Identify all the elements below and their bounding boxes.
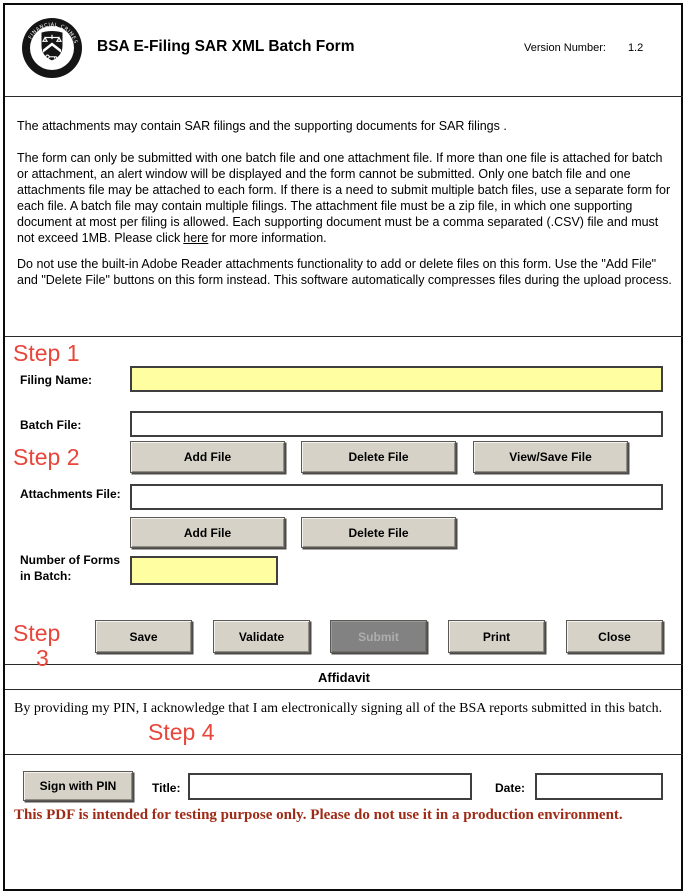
number-of-forms-label-line2: in Batch: xyxy=(20,569,72,583)
date-label: Date: xyxy=(495,781,526,795)
version-number xyxy=(524,42,643,54)
instructions-paragraph-2 xyxy=(17,150,677,246)
header-divider xyxy=(5,96,683,97)
print-button[interactable]: Print xyxy=(448,620,545,653)
filing-name-label: Filing Name: xyxy=(20,373,93,387)
fincen-seal-icon xyxy=(20,16,84,80)
submit-button[interactable]: Submit xyxy=(330,620,427,653)
version-label: Version Number: xyxy=(524,42,606,54)
delete-attachments-file-button[interactable]: Delete File xyxy=(301,517,456,548)
close-button[interactable]: Close xyxy=(566,620,663,653)
filing-name-input[interactable] xyxy=(130,366,663,392)
step-1-label: Step 1 xyxy=(13,340,80,366)
number-of-forms-label xyxy=(20,552,120,584)
batch-file-input[interactable] xyxy=(130,411,663,437)
affidavit-statement: By providing my PIN, I acknowledge that I am electronically signing all of the BSA reports submitted in this batch. xyxy=(14,701,663,716)
form-title: BSA E-Filing SAR XML Batch Form xyxy=(97,38,355,55)
step-4-label: Step 4 xyxy=(148,719,215,745)
attachments-file-input[interactable] xyxy=(130,484,663,510)
attachments-file-label: Attachments File: xyxy=(20,487,121,501)
instructions-paragraph-3: Do not use the built-in Adobe Reader attachments functionality to add or delete files on this form. Use the "Add File" and "Delete File" buttons on this form instead. This software automatically compresses files during the upload process. xyxy=(17,257,672,287)
more-info-link[interactable]: here xyxy=(183,231,209,245)
sign-with-pin-button[interactable]: Sign with PIN xyxy=(23,771,133,801)
title-label: Title: xyxy=(152,781,181,795)
number-of-forms-label-line1: Number of Forms xyxy=(20,553,121,567)
add-batch-file-button[interactable]: Add File xyxy=(130,441,285,473)
view-save-batch-file-button[interactable]: View/Save File xyxy=(473,441,628,473)
number-of-forms-input[interactable] xyxy=(130,556,278,585)
step1-section-divider xyxy=(5,336,683,337)
svg-text:ENFORCEMENT NETWORK: ENFORCEMENT NETWORK xyxy=(29,50,75,71)
date-input[interactable] xyxy=(535,773,663,800)
affidavit-heading: Affidavit xyxy=(5,664,683,690)
svg-text:FINANCIAL CRIMES: FINANCIAL CRIMES xyxy=(27,21,79,45)
instructions-paragraph-1: The attachments may contain SAR filings and the supporting documents for SAR filings . xyxy=(17,119,507,133)
paragraph-2-text-before: The form can only be submitted with one batch file and one attachment file. If more than one file is attached for batch or attachment, an alert window will be displayed and the form cannot be submitted. Only one batch file and one attachments file may be attached to each form. If there is a need to submit multiple batch files, use a separate form for each file. A batch file may contain multiple filings. The attachment file must be a zip file, in which one supporting document at most per filing is allowed. Each supporting document must be a comma separated (.CSV) file and must not exceed 1MB. Please click xyxy=(17,151,671,245)
paragraph-2-text-after: for more information. xyxy=(211,231,327,245)
title-input[interactable] xyxy=(188,773,472,800)
testing-warning-text: This PDF is intended for testing purpose only. Please do not use it in a production environment. xyxy=(14,807,623,823)
batch-file-label: Batch File: xyxy=(20,418,82,432)
delete-batch-file-button[interactable]: Delete File xyxy=(301,441,456,473)
step-2-label: Step 2 xyxy=(13,444,80,470)
version-value: 1.2 xyxy=(627,42,644,54)
step-3-label-number: 3 xyxy=(36,645,49,671)
add-attachments-file-button[interactable]: Add File xyxy=(130,517,285,548)
save-button[interactable]: Save xyxy=(95,620,192,653)
validate-button[interactable]: Validate xyxy=(213,620,310,653)
signature-section-divider xyxy=(5,754,683,755)
step-3-label-word: Step xyxy=(13,620,61,646)
